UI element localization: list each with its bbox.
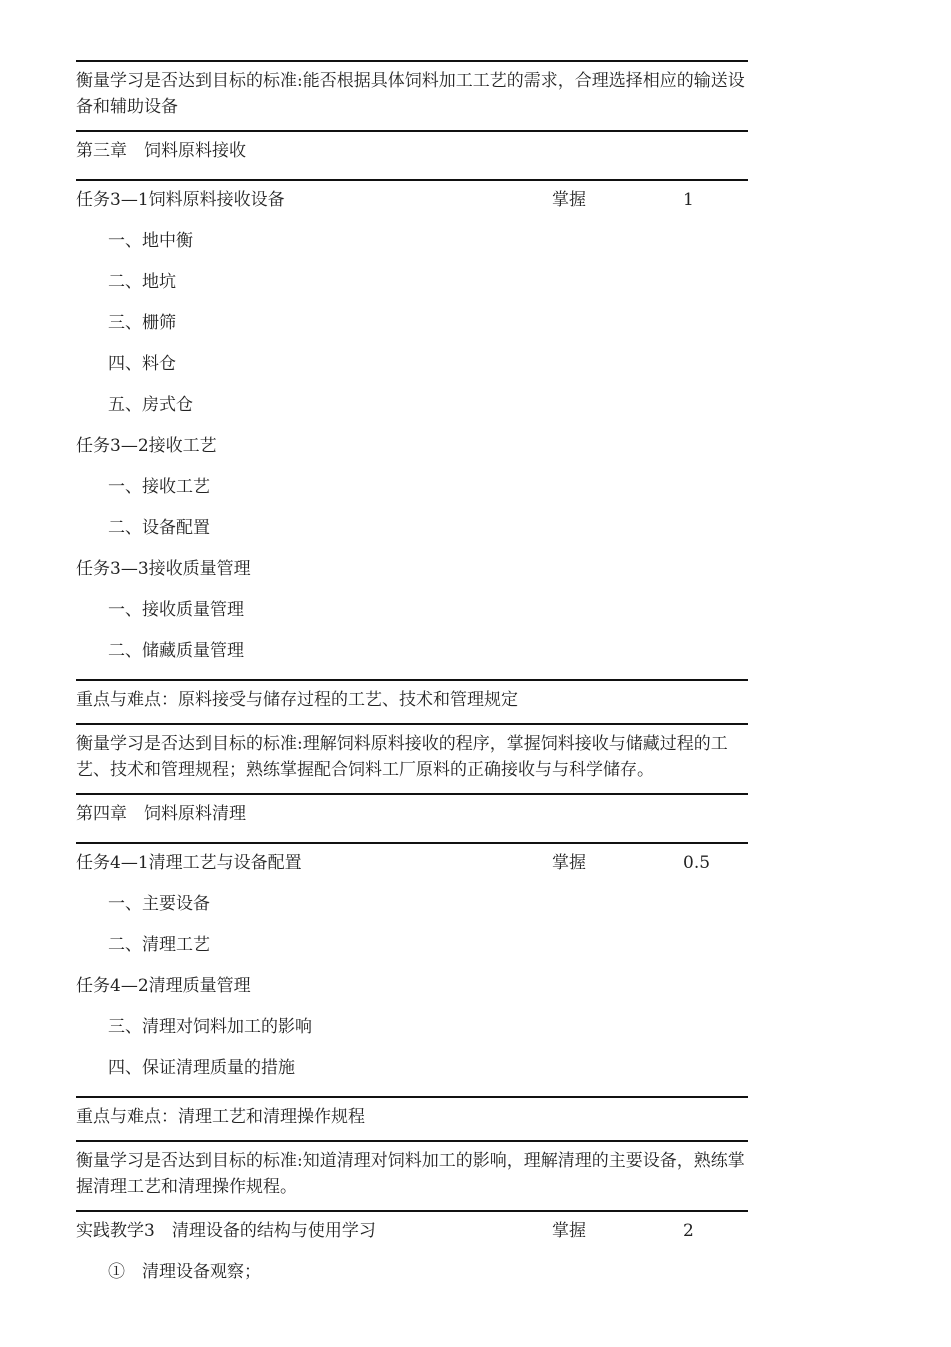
section-ch3-keypoints	[76, 679, 748, 713]
section-ch4-keypoints	[76, 1096, 748, 1130]
task-hours: 2	[683, 1221, 694, 1241]
section-ch4-standard	[76, 1140, 748, 1200]
task-title: 任务3—1饲料原料接收设备	[76, 190, 285, 210]
chapter-heading: 第四章 饲料原料清理	[76, 804, 246, 824]
task-row	[76, 556, 748, 597]
sub-item: 一、接收工艺	[108, 477, 210, 497]
standard-paragraph: 衡量学习是否达到目标的标准:理解饲料原料接收的程序，掌握饲料接收与储藏过程的工艺、技术和管理规程；熟练掌握配合饲料工厂原料的正确接收与与科学储存。	[76, 734, 728, 780]
sub-item: 二、清理工艺	[108, 935, 210, 955]
task-title: 任务3—2接收工艺	[76, 436, 217, 456]
document-body	[76, 60, 748, 1300]
sub-item: 三、栅筛	[108, 313, 176, 333]
task-level: 掌握	[552, 1221, 586, 1241]
section-ch3-tasks	[76, 179, 748, 679]
task-hours: 1	[683, 190, 694, 210]
sub-item: 二、设备配置	[108, 518, 210, 538]
task-level: 掌握	[552, 190, 586, 210]
task-row	[76, 973, 748, 1014]
section-ch4-heading	[76, 793, 748, 842]
task-hours: 0.5	[683, 853, 711, 873]
task-title: 任务3—3接收质量管理	[76, 559, 251, 579]
task-row	[76, 433, 748, 474]
chapter-heading: 第三章 饲料原料接收	[76, 141, 246, 161]
section-ch2-standard	[76, 60, 748, 120]
sub-item: ① 清理设备观察；	[108, 1262, 261, 1282]
task-row	[76, 850, 748, 891]
sub-item: 二、储藏质量管理	[108, 641, 244, 661]
sub-item: 四、料仓	[108, 354, 176, 374]
task-row	[76, 1218, 748, 1259]
task-title: 实践教学3 清理设备的结构与使用学习	[76, 1221, 376, 1241]
section-ch4-tasks	[76, 842, 748, 1096]
keypoints-paragraph: 重点与难点：原料接受与储存过程的工艺、技术和管理规定	[76, 690, 518, 710]
section-practice	[76, 1210, 748, 1300]
sub-item: 一、主要设备	[108, 894, 210, 914]
sub-item: 二、地坑	[108, 272, 176, 292]
keypoints-paragraph: 重点与难点：清理工艺和清理操作规程	[76, 1107, 365, 1127]
sub-item: 五、房式仓	[108, 395, 193, 415]
sub-item: 三、清理对饲料加工的影响	[108, 1017, 312, 1037]
section-ch3-heading	[76, 130, 748, 179]
sub-item: 一、接收质量管理	[108, 600, 244, 620]
task-title: 任务4—1清理工艺与设备配置	[76, 853, 302, 873]
task-row	[76, 187, 748, 228]
task-title: 任务4—2清理质量管理	[76, 976, 251, 996]
task-level: 掌握	[552, 853, 586, 873]
sub-item: 四、保证清理质量的措施	[108, 1058, 295, 1078]
standard-paragraph: 衡量学习是否达到目标的标准:知道清理对饲料加工的影响，理解清理的主要设备，熟练掌握清理工艺和清理操作规程。	[76, 1151, 745, 1197]
sub-item: 一、地中衡	[108, 231, 193, 251]
standard-paragraph: 衡量学习是否达到目标的标准:能否根据具体饲料加工工艺的需求，合理选择相应的输送设备和辅助设备	[76, 71, 745, 117]
section-ch3-standard	[76, 723, 748, 783]
